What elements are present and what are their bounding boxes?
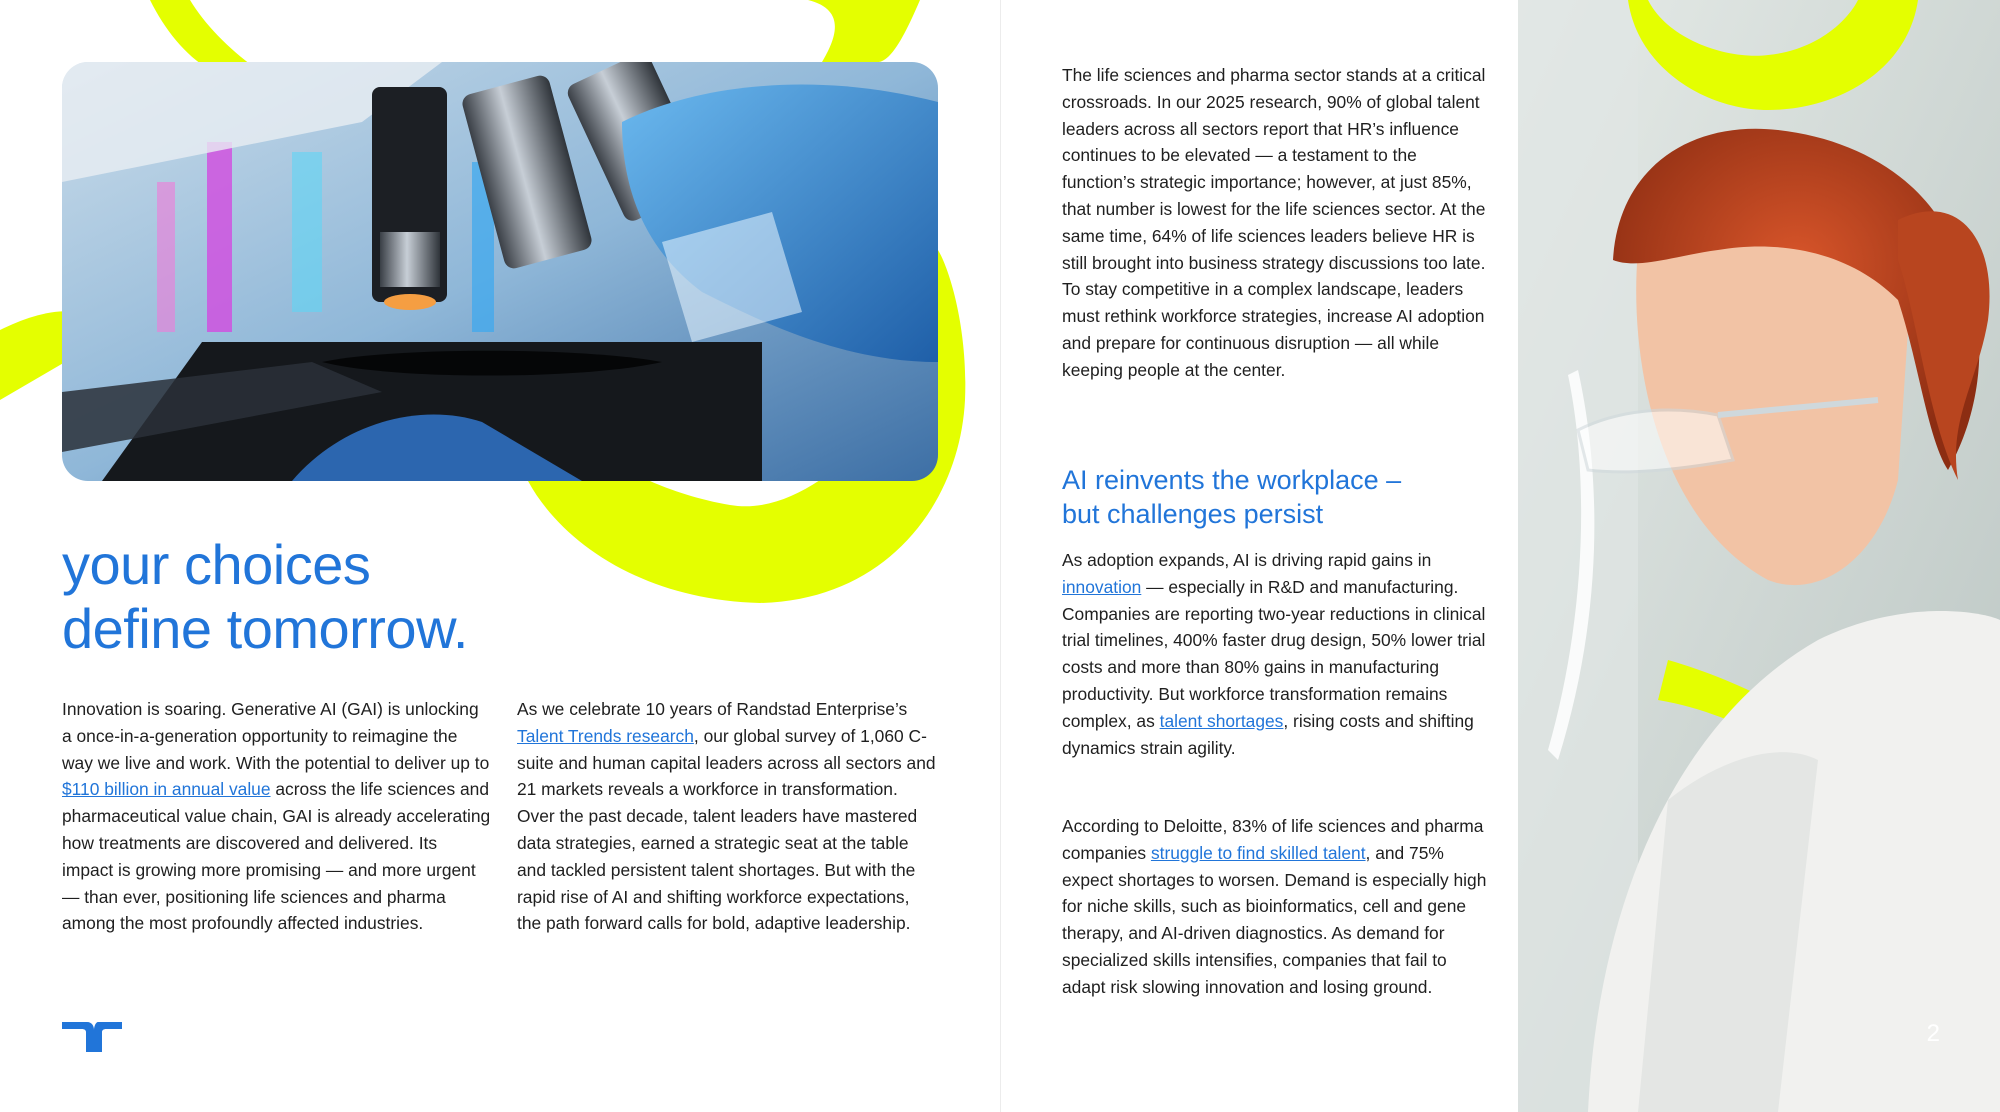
right-intro-column bbox=[1062, 62, 1492, 384]
paragraph-text: , and 75% expect shortages to worsen. Demand is especially high for niche skills, such as bioinformatics, cell and gene therapy, and AI-driven diagnostics. As demand for specialized skills intensifies, companies that fail to adapt risk slowing innovation and losing ground. bbox=[1062, 842, 1487, 997]
paragraph-text: — especially in R&D and manufacturing. Companies are reporting two-year reductions in clinical trial timelines, 400% faster drug design, 50% lower trial costs and more than 80% gains in manufacturing productivity. But workforce transformation remains complex, as bbox=[1062, 576, 1486, 731]
headline bbox=[62, 533, 762, 661]
talent-trends-link[interactable]: Talent Trends research bbox=[517, 725, 694, 746]
section-heading-line-1: AI reinvents the workplace – bbox=[1062, 465, 1402, 495]
page-number: 2 bbox=[1926, 1020, 1940, 1047]
page-divider bbox=[1000, 0, 1001, 1112]
headline-line-1: your choices bbox=[62, 533, 371, 596]
paragraph-text: As we celebrate 10 years of Randstad Enterprise’s bbox=[517, 699, 908, 719]
value-link[interactable]: $110 billion in annual value bbox=[62, 779, 271, 800]
section-heading bbox=[1062, 463, 1492, 531]
deloitte-paragraph bbox=[1062, 813, 1492, 1001]
paragraph-text: Innovation is soaring. Generative AI (GAI) is unlocking a once-in-a-generation opportunity to reimagine the way we live and work. With the potential to deliver up to bbox=[62, 699, 490, 773]
lab-scientist-portrait-photo bbox=[1518, 0, 2000, 1112]
paragraph-text: across the life sciences and pharmaceutical value chain, GAI is already accelerating how treatments are discovered and delivered. Its impact is growing more promising — and more urgent — than ever, positioning life sciences and pharma among the most profoundly affected industries. bbox=[62, 779, 491, 934]
microscope-closeup-photo bbox=[62, 62, 938, 481]
intro-column-middle bbox=[517, 696, 937, 937]
section-heading-line-2: but challenges persist bbox=[1062, 499, 1324, 529]
paragraph-text: , rising costs and shifting dynamics strain agility. bbox=[1062, 710, 1474, 758]
ai-gains-column bbox=[1062, 547, 1492, 761]
ai-gains-paragraph bbox=[1062, 547, 1492, 761]
scientist-portrait-photo bbox=[1518, 0, 2000, 1112]
innovation-link[interactable]: innovation bbox=[1062, 576, 1142, 597]
crossroads-paragraph: The life sciences and pharma sector stands at a critical crossroads. In our 2025 research, 90% of global talent leaders across all sectors report that HR’s influence continues to be elevated — a testament to the function’s strategic importance; however, at just 85%, that number is lowest for the life sciences sector. At the same time, 64% of life sciences leaders believe HR is still brought into business strategy discussions too late. To stay competitive in a complex landscape, leaders must rethink workforce strategies, increase AI adoption and prepare for continuous disruption — all while keeping people at the center. bbox=[1062, 65, 1486, 380]
intro-column-left bbox=[62, 696, 492, 937]
intro-paragraph bbox=[62, 696, 492, 937]
paragraph-text: , our global survey of 1,060 C-suite and human capital leaders across all sectors and 21 markets reveals a workforce in transformation. Over the past decade, talent leaders have mastered data strategies, earned a strategic seat at the table and tackled persistent talent shortages. But with the rapid rise of AI and shifting workforce expectations, the path forward calls for bold, adaptive leadership. bbox=[517, 725, 936, 934]
randstad-logo-icon bbox=[62, 1022, 122, 1052]
paragraph-text: According to Deloitte, 83% of life sciences and pharma companies bbox=[1062, 816, 1484, 863]
talent-shortages-link[interactable]: talent shortages bbox=[1159, 710, 1284, 731]
microscope-photo bbox=[62, 62, 938, 481]
paragraph-text: As adoption expands, AI is driving rapid gains in bbox=[1062, 550, 1432, 570]
deloitte-column bbox=[1062, 813, 1492, 1001]
skilled-talent-link[interactable]: struggle to find skilled talent bbox=[1150, 842, 1366, 863]
headline-line-2: define tomorrow. bbox=[62, 597, 468, 660]
talent-trends-paragraph bbox=[517, 696, 937, 937]
